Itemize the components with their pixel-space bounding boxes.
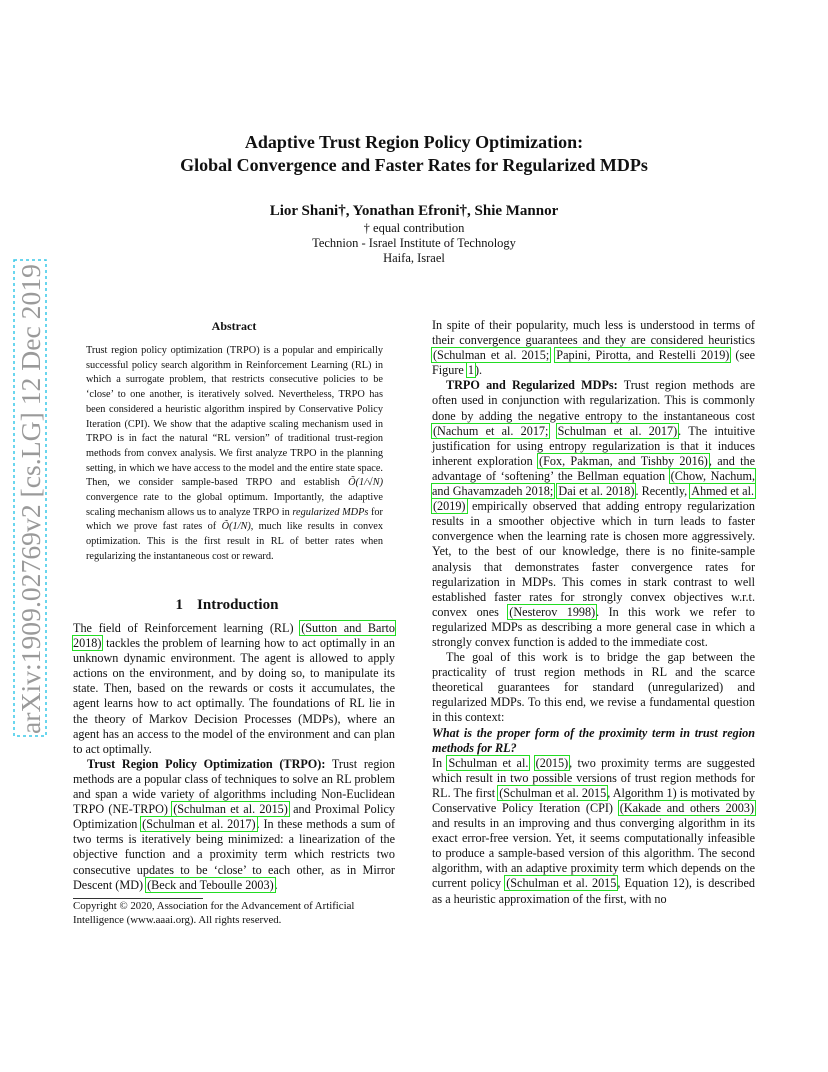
copyright-line-2: Intelligence (www.aaai.org). All rights reserved. [73, 914, 282, 926]
citation-link[interactable]: (Kakade and others 2003) [619, 801, 755, 815]
left-column-body [73, 621, 395, 893]
section-number: 1 [175, 597, 184, 613]
abstract-text-1: Trust region policy optimization (TRPO) is a popular and empirically successful policy search algorithm in Reinforcement Learning (RL) in which a surrogate problem, that restricts consecutive policies to be ‘close’ to one another, is iteratively solved. Nevertheless, TRPO has been considered a heuristic algorithm inspired by Conservative Policy Iteration (CPI). We show that the adaptive scaling mechanism used in TRPO is in fact the natural “RL version” of traditional trust-region methods from convex analysis. We first analyze TRPO in the planning setting, in which we have access to the model and the entire state space. Then, we consider sample-based TRPO and establish [86, 345, 383, 489]
right-p1-text: ). [474, 363, 483, 378]
citation-link[interactable]: (Nachum et al. 2017; [433, 423, 549, 438]
equal-contribution-note: † equal contribution [363, 221, 465, 235]
title-line-1: Adaptive Trust Region Policy Optimization: [244, 132, 584, 152]
paragraph-run-in-heading: TRPO and Regularized MDPs: [446, 378, 618, 393]
location: Haifa, Israel [383, 251, 445, 265]
right-paragraph-3: The goal of this work is to bridge the gap between the practicality of trust region methods in RL and the scarce theoretical guarantees for standard (unregularized) and regularized MDPs. To this end, we revise a fundamental question in this context: [432, 650, 755, 725]
citation-link[interactable]: (Nesterov 1998) [509, 604, 596, 619]
right-p4-text: , two proximity terms are suggested which result in two possible versions of trust region methods for RL. The first [432, 755, 755, 800]
arxiv-id-text: arXiv:1909.02769v2 [cs.LG] 12 Dec 2019 [16, 275, 46, 734]
institution: Technion - Israel Institute of Technology [312, 236, 516, 250]
copyright-notice [73, 899, 403, 927]
citation-link[interactable]: (Sutton and Barto 2018) [73, 621, 395, 651]
citation-link[interactable]: (2019) [433, 499, 466, 514]
intro-p1-text: The field of Reinforcement learning (RL) [73, 621, 301, 635]
citation-link[interactable]: Schulman et al. 2017) [557, 423, 678, 438]
right-p2-text: . Recently, [635, 484, 691, 499]
title-line-2: Global Convergence and Faster Rates for Regularized MDPs [180, 155, 648, 175]
right-p2-text: , and the advantage of ‘softening’ the Bellman equation [432, 453, 756, 483]
right-p2-text: . The intuitive justification for using entropy regularization is that it induces inherent exploration [432, 423, 755, 468]
abstract-text-3: for which we prove fast rates of [86, 506, 383, 533]
citation-link[interactable]: Dai et al. 2018) [558, 484, 635, 499]
right-p1-text: (see Figure [432, 348, 756, 378]
right-p2-text: empirically observed that adding entropy regularization results in a smoother objective which in turn leads to faster convergence when the learning rate is chosen more aggressively. Yet, to the best of our knowledge, there is no finite-sample analysis that demonstrates faster convergence rates for regularization in MDPs. This comes in stark contrast to well established faster rates for strongly convex objectives w.r.t. convex ones [432, 499, 755, 619]
citation-link[interactable]: (Fox, Pakman, and Tishby 2016) [539, 453, 708, 468]
citation-link[interactable]: (Schulman et al. 2015 [506, 876, 617, 891]
right-paragraph-4 [432, 756, 755, 907]
intro-p2-text: . In these methods a sum of two terms is iteratively being minimized: a linearization of the objective function and a proximity term which restricts two consecutive updates to be ‘close’ to each other, as in Mirror Descent (MD) [73, 817, 396, 892]
abstract-body [86, 344, 383, 565]
paragraph-run-in-heading: Trust Region Policy Optimization (TRPO): [87, 756, 326, 771]
paper-title [0, 131, 828, 177]
right-column-body [432, 318, 755, 907]
regularized-mdps-term: regularized MDPs [292, 506, 369, 518]
citation-link[interactable]: Schulman et al. [448, 755, 529, 770]
abstract-text-4: , much like results in convex optimization. This is the first result in RL of better rates when regularizing the instantaneous cost or reward. [86, 521, 383, 562]
intro-p2-text: Trust region methods are a popular class of techniques to solve an RL problem and span a wide variety of algorithms including Non-Euclidean TRPO (NE-TRPO) [73, 756, 395, 817]
citation-link[interactable]: (Schulman et al. 2015 [499, 785, 607, 800]
figure-reference-link[interactable]: 1 [467, 363, 474, 378]
citation-link[interactable]: Papini, Pirotta, and Restelli 2019) [556, 348, 730, 363]
right-p4-text: , Equation 12), is described as a heuristic approximation of the first, with no [432, 876, 755, 906]
abstract-heading: Abstract [211, 319, 257, 333]
copyright-line-1: Copyright © 2020, Association for the Advancement of Artificial [73, 900, 355, 912]
citation-link[interactable]: (Chow, Nachum, and Ghavamzadeh 2018; [432, 468, 756, 499]
citation-link[interactable]: (Schulman et al. 2015) [173, 802, 288, 817]
author-list: Lior Shani†, Yonathan Efroni†, Shie Mannor [269, 203, 559, 219]
citation-link[interactable]: (Schulman et al. 2017) [142, 817, 256, 832]
citation-link[interactable]: (Beck and Teboulle 2003) [147, 877, 274, 892]
right-p2-text: . In this work we refer to regularized MDPs as describing a more general case in which a strongly convex function is added to the immediate cost. [432, 604, 755, 649]
intro-p2-text: and Proximal Policy Optimization [73, 802, 395, 832]
abstract-text-2: convergence rate to the global optimum. Importantly, the adaptive scaling mechanism allows us to analyze TRPO in [86, 492, 383, 518]
section-title: Introduction [197, 597, 279, 613]
right-p4-text: and results in an improving and thus converging algorithm in its exact error-free version. Yet, it seems computationally infeasible to produce a sample-based version of this algorithm. The second algorithm, with an adaptive proximity term which depends on the current policy [432, 816, 755, 891]
right-paragraph-2 [432, 378, 755, 650]
right-paragraph-1 [432, 318, 755, 378]
right-p2-text: Trust region methods are often used in conjunction with regularization. This is commonly done by adding the negative entropy to the instantaneous cost [432, 378, 756, 423]
intro-p1-text: tackles the problem of learning how to act optimally in an unknown dynamic environment. The agent is allowed to apply actions on the environment, and by doing so, to manipulate its state. Then, based on the rewards or costs it accumulates, the agent learns how to act optimally. The foundations of RL lie in the theory of Markov Decision Processes (MDPs), where an agent has an access to the model of the environment and can plan to act optimally. [73, 636, 395, 756]
research-question: What is the proper form of the proximity term in trust region methods for RL? [432, 725, 755, 755]
rate-n: Õ(1/N) [221, 521, 251, 533]
intro-paragraph-2 [73, 757, 395, 893]
section-heading-introduction [73, 597, 395, 614]
citation-link[interactable]: (2015) [535, 755, 569, 770]
rate-sqrt-n: Õ(1/√N) [348, 477, 383, 489]
right-p1-text: In spite of their popularity, much less is understood in terms of their convergence guarantees and they are considered heuristics [432, 318, 755, 348]
arxiv-identifier-stamp[interactable] [10, 258, 48, 738]
intro-p2-text: . [274, 877, 278, 892]
right-p4-text: , Algorithm 1) is motivated by Conservative Policy Iteration (CPI) [432, 785, 755, 815]
intro-paragraph-1 [73, 621, 395, 757]
citation-link[interactable]: (Schulman et al. 2015; [433, 348, 550, 363]
right-p4-text: In [432, 755, 448, 770]
citation-link[interactable]: Ahmed et al. [691, 484, 755, 499]
